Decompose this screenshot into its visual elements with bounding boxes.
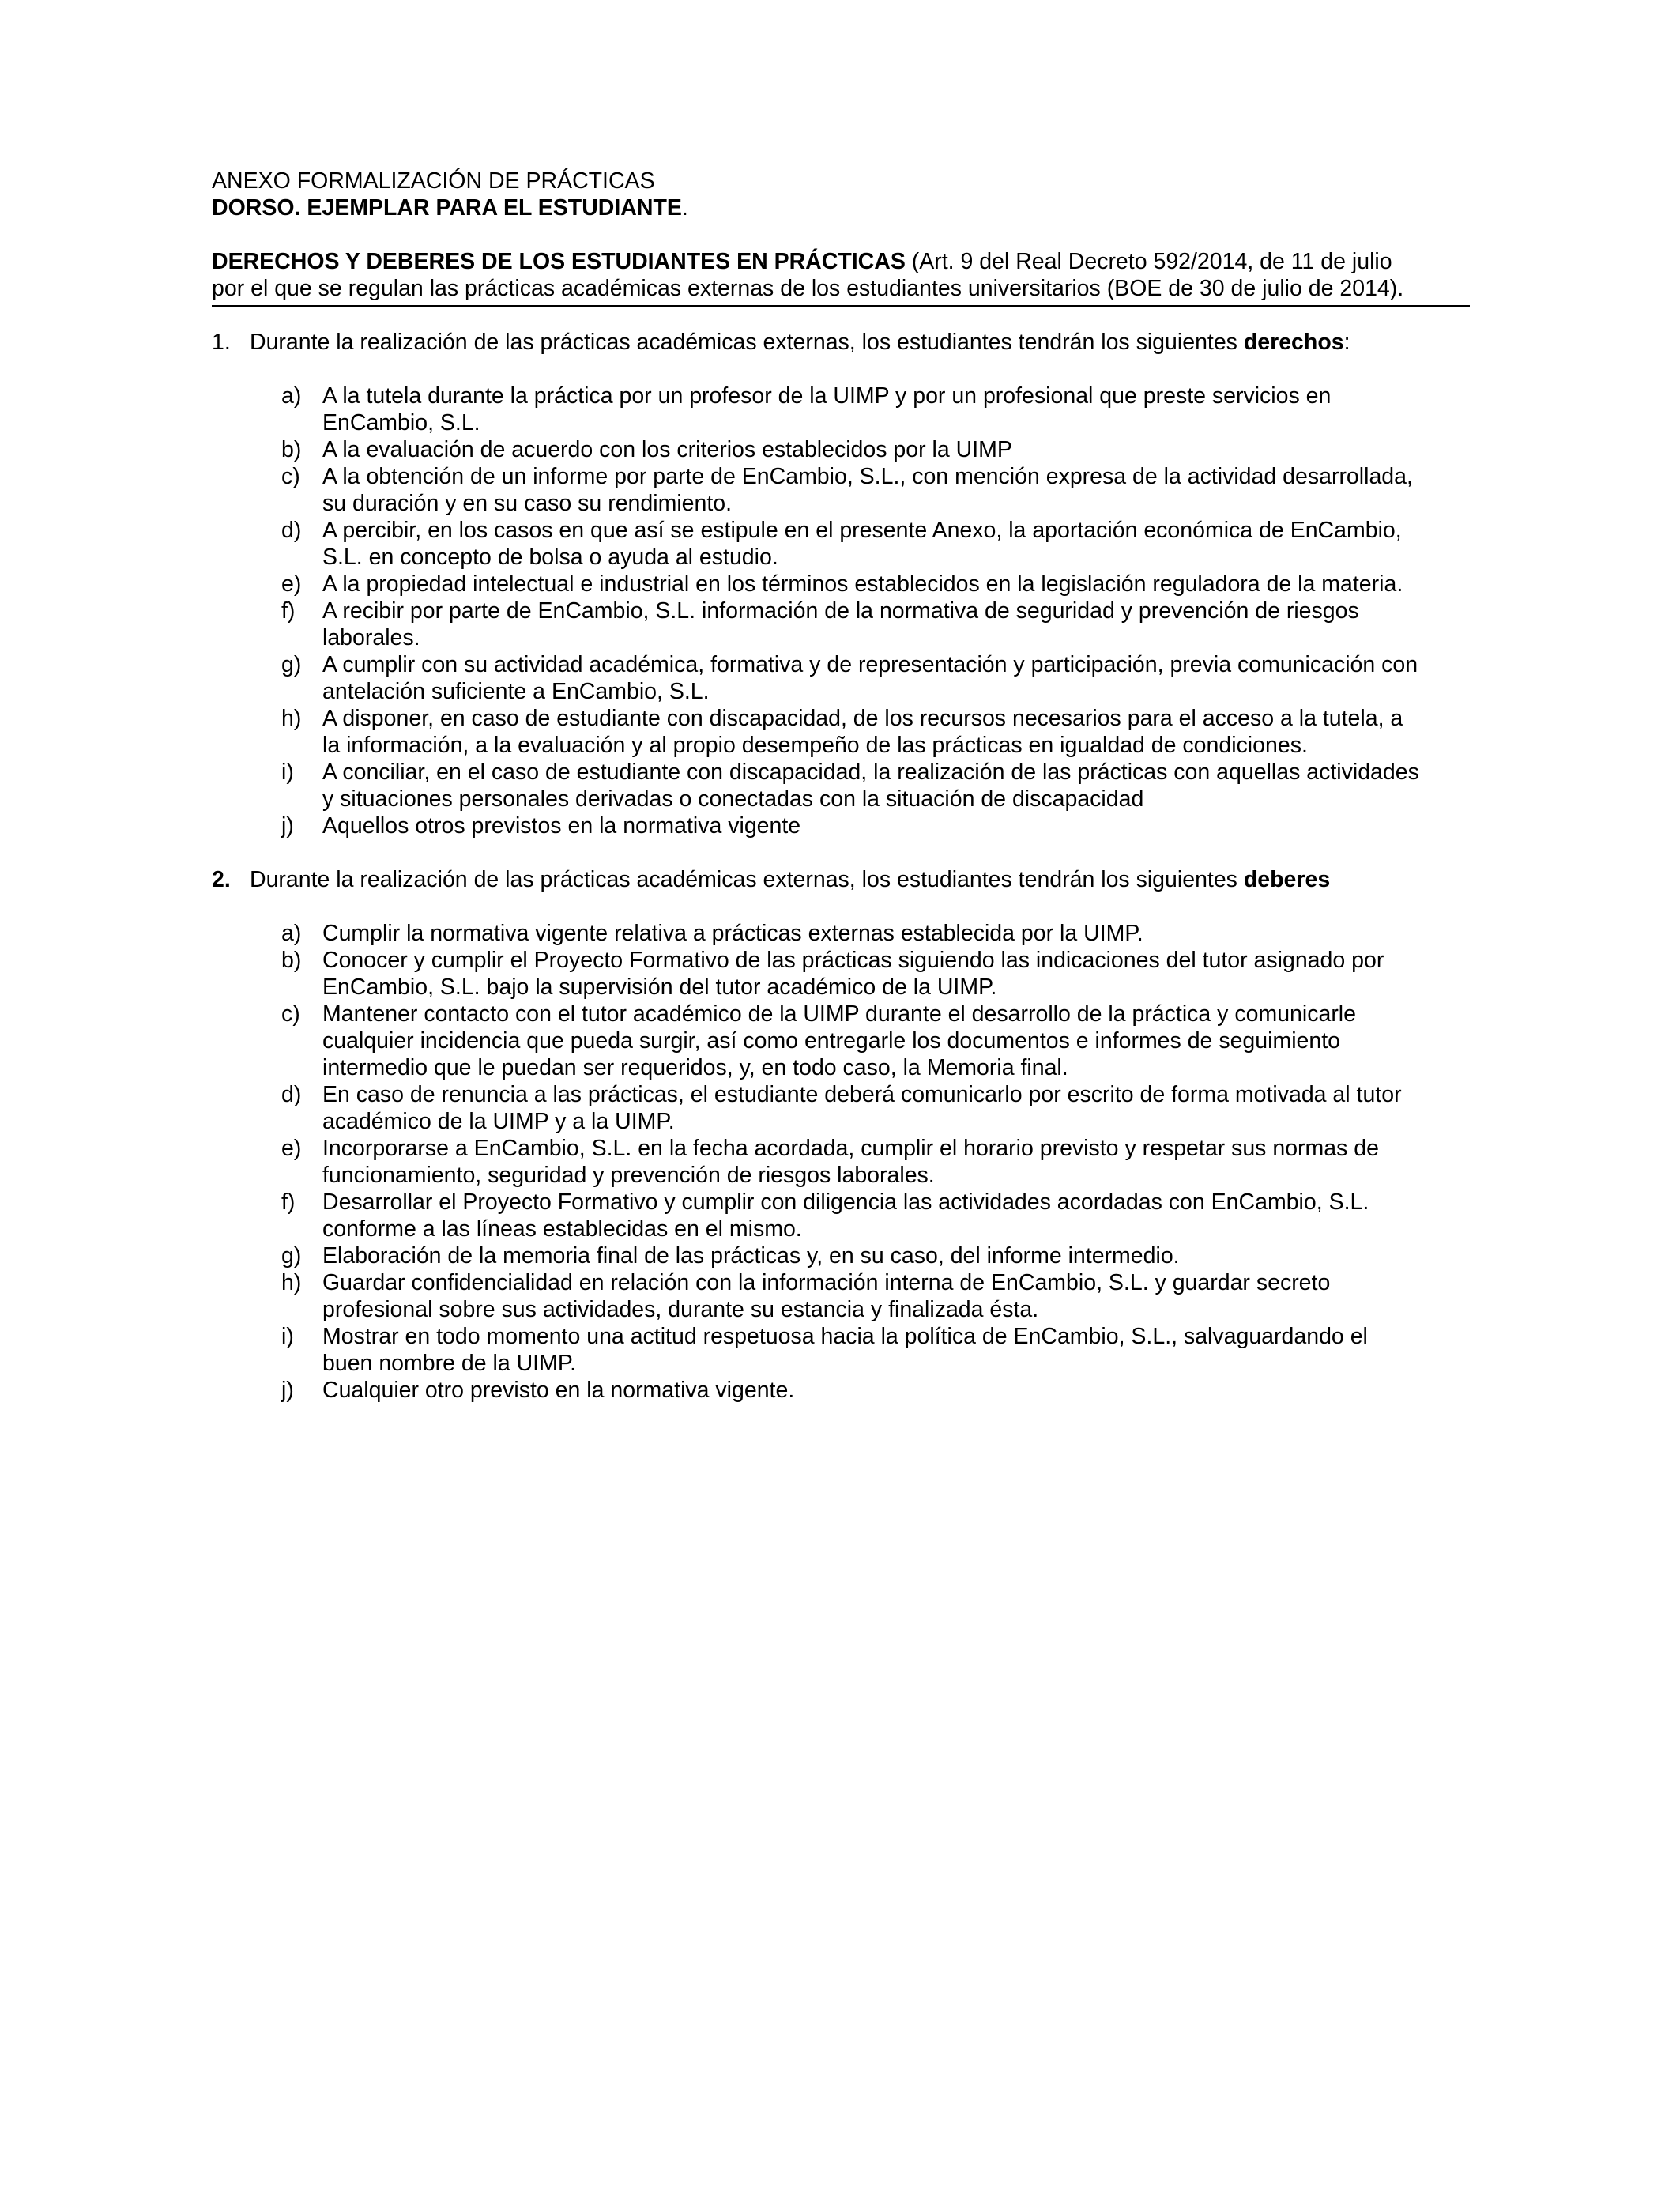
duties-item [281, 1377, 1470, 1404]
duties-section-keyword: deberes [1243, 867, 1331, 892]
rights-item-text: A la tutela durante la práctica por un profesor de la UIMP y por un profesional que preste servicios en [322, 383, 1332, 409]
duties-item-text: Desarrollar el Proyecto Formativo y cumplir con diligencia las actividades acordadas con EnCambio, S.L. [322, 1189, 1369, 1215]
rights-item [281, 759, 1470, 812]
duties-item-marker: g) [281, 1243, 302, 1269]
rights-item-marker: i) [281, 760, 294, 785]
rights-item-marker: e) [281, 571, 302, 597]
duties-item-text: funcionamiento, seguridad y prevención de riesgos laborales. [322, 1163, 935, 1188]
duties-list [281, 920, 1470, 1404]
duties-item-text: Incorporarse a EnCambio, S.L. en la fecha acordada, cumplir el horario previsto y respetar sus normas de [322, 1136, 1379, 1161]
duties-item-text: académico de la UIMP y a la UIMP. [322, 1109, 675, 1134]
duties-item-text: conforme a las líneas establecidas en el mismo. [322, 1216, 802, 1242]
rights-item-marker: a) [281, 383, 302, 409]
rights-item-text: A la evaluación de acuerdo con los criterios establecidos por la UIMP [322, 437, 1012, 462]
duties-item [281, 920, 1470, 947]
duties-item [281, 1242, 1470, 1269]
rights-item-text: antelación suficiente a EnCambio, S.L. [322, 679, 710, 704]
duties-item-marker: c) [281, 1001, 300, 1027]
rights-duties-intro [212, 248, 1470, 307]
rights-item-text: A la obtención de un informe por parte de EnCambio, S.L., con mención expresa de la actividad desarrollada, [322, 464, 1413, 489]
duties-item-text: Cualquier otro previsto en la normativa vigente. [322, 1378, 795, 1403]
annex-subtitle-end: . [681, 195, 688, 221]
duties-section-text: Durante la realización de las prácticas académicas externas, los estudiantes tendrán los siguientes [250, 867, 1244, 892]
duties-item-text: cualquier incidencia que pueda surgir, así como entregarle los documentos e informes de seguimiento [322, 1028, 1340, 1054]
duties-item-text: intermedio que le puedan ser requeridos, y, en todo caso, la Memoria final. [322, 1055, 1068, 1080]
rights-item-text: y situaciones personales derivadas o conectadas con la situación de discapacidad [322, 786, 1144, 812]
duties-item-text: Conocer y cumplir el Proyecto Formativo de las prácticas siguiendo las indicaciones del tutor asignado por [322, 948, 1384, 973]
rights-item-text: EnCambio, S.L. [322, 410, 480, 435]
rights-item-marker: f) [281, 598, 296, 624]
duties-item-marker: d) [281, 1082, 302, 1107]
rights-item-text: la información, a la evaluación y al propio desempeño de las prácticas en igualdad de condiciones. [322, 733, 1308, 758]
duties-item-marker: a) [281, 921, 302, 946]
duties-item-text: buen nombre de la UIMP. [322, 1351, 577, 1376]
rights-item-text: S.L. en concepto de bolsa o ayuda al estudio. [322, 545, 778, 570]
intro-heading: DERECHOS Y DEBERES DE LOS ESTUDIANTES EN PRÁCTICAS [212, 249, 906, 274]
duties-section-number: 2. [212, 867, 231, 892]
annex-subtitle [212, 194, 1470, 221]
duties-item-text: Cumplir la normativa vigente relativa a prácticas externas establecida por la UIMP. [322, 921, 1143, 946]
duties-item-text: Elaboración de la memoria final de las prácticas y, en su caso, del informe intermedio. [322, 1243, 1180, 1269]
duties-item-text: profesional sobre sus actividades, durante su estancia y finalizada ésta. [322, 1297, 1039, 1322]
intro-line-1 [212, 248, 1470, 275]
rights-item [281, 517, 1470, 571]
rights-item-marker: d) [281, 518, 302, 543]
rights-item-text: A conciliar, en el caso de estudiante con discapacidad, la realización de las prácticas con aquellas actividades [322, 760, 1419, 785]
duties-item [281, 1323, 1470, 1377]
duties-item [281, 1189, 1470, 1242]
duties-item-text: Guardar confidencialidad en relación con la información interna de EnCambio, S.L. y guardar secreto [322, 1270, 1331, 1295]
rights-item [281, 463, 1470, 517]
duties-item-marker: h) [281, 1270, 302, 1295]
rights-item [281, 571, 1470, 598]
rights-item-text: su duración y en su caso su rendimiento. [322, 491, 733, 516]
rights-item [281, 598, 1470, 651]
rights-item-marker: g) [281, 652, 302, 677]
document-page [212, 168, 1470, 1427]
duties-item-marker: i) [281, 1324, 294, 1349]
rights-item-text: A cumplir con su actividad académica, formativa y de representación y participación, previa comunicación con [322, 652, 1418, 677]
duties-item [281, 1135, 1470, 1189]
annex-title: ANEXO FORMALIZACIÓN DE PRÁCTICAS [212, 168, 655, 194]
rights-item-marker: h) [281, 706, 302, 731]
rights-section-keyword: derechos [1243, 330, 1344, 355]
duties-item-marker: f) [281, 1189, 296, 1215]
duties-item [281, 1269, 1470, 1323]
rights-item-marker: b) [281, 437, 302, 462]
duties-item-marker: j) [281, 1378, 294, 1403]
rights-item [281, 436, 1470, 463]
duties-item-marker: e) [281, 1136, 302, 1161]
intro-reference-start: (Art. 9 del Real Decreto 592/2014, de 11 de julio [905, 249, 1392, 274]
rights-item-text: Aquellos otros previstos en la normativa vigente [322, 813, 801, 839]
rights-item-text: A recibir por parte de EnCambio, S.L. información de la normativa de seguridad y prevención de riesgos [322, 598, 1359, 624]
duties-item [281, 1001, 1470, 1081]
rights-section-number: 1. [212, 330, 231, 355]
duties-section-heading [212, 866, 1470, 893]
duties-item-marker: b) [281, 948, 302, 973]
rights-item [281, 383, 1470, 436]
duties-item [281, 1081, 1470, 1135]
intro-line-2: por el que se regulan las prácticas académicas externas de los estudiantes universitarios (BOE de 30 de julio de 2014). [212, 276, 1404, 301]
rights-item [281, 705, 1470, 759]
rights-item-marker: c) [281, 464, 300, 489]
rights-section-text: Durante la realización de las prácticas académicas externas, los estudiantes tendrán los siguientes [250, 330, 1244, 355]
rights-item-text: A la propiedad intelectual e industrial en los términos establecidos en la legislación reguladora de la materia. [322, 571, 1403, 597]
rights-item [281, 651, 1470, 705]
rights-item [281, 812, 1470, 839]
duties-item-text: EnCambio, S.L. bajo la supervisión del tutor académico de la UIMP. [322, 974, 997, 1000]
duties-item-text: Mostrar en todo momento una actitud respetuosa hacia la política de EnCambio, S.L., salvaguardando el [322, 1324, 1368, 1349]
rights-item-text: laborales. [322, 625, 420, 650]
duties-item [281, 947, 1470, 1001]
rights-item-marker: j) [281, 813, 294, 839]
rights-list [281, 383, 1470, 839]
annex-subtitle-bold: DORSO. EJEMPLAR PARA EL ESTUDIANTE [212, 195, 682, 221]
rights-section-heading [212, 329, 1470, 356]
rights-item-text: A disponer, en caso de estudiante con discapacidad, de los recursos necesarios para el acceso a la tutela, a [322, 706, 1403, 731]
duties-item-text: En caso de renuncia a las prácticas, el estudiante deberá comunicarlo por escrito de forma motivada al tutor [322, 1082, 1402, 1107]
rights-item-text: A percibir, en los casos en que así se estipule en el presente Anexo, la aportación económica de EnCambio, [322, 518, 1402, 543]
rights-section-end: : [1343, 330, 1350, 355]
duties-item-text: Mantener contacto con el tutor académico de la UIMP durante el desarrollo de la práctica y comunicarle [322, 1001, 1356, 1027]
